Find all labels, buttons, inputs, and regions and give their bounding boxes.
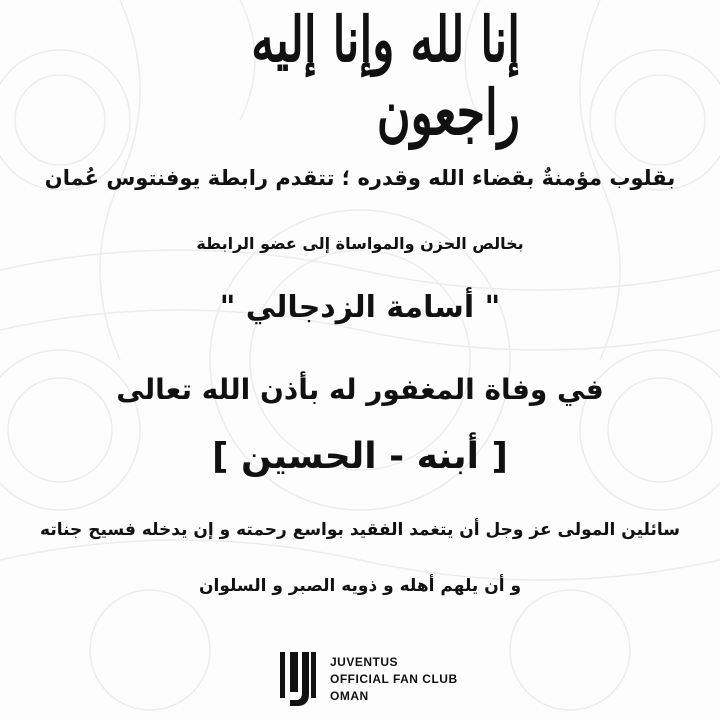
juventus-j-logo-icon bbox=[278, 650, 318, 710]
message-line-condolence: بخالص الحزن والمواساة إلى عضو الرابطة bbox=[196, 234, 524, 253]
message-line-passing: في وفاة المغفور له بأذن الله تعالى bbox=[116, 373, 604, 406]
calligraphy-header bbox=[200, 3, 520, 149]
logo-line-fan-club: OFFICIAL FAN CLUB bbox=[330, 672, 458, 686]
message-line-patience: و أن يلهم أهله و ذويه الصبر و السلوان bbox=[198, 576, 522, 596]
message-line-prayer: سائلين المولى عز وجل أن يتغمد الفقيد بواسع رحمته و إن يدخله فسيح جناته bbox=[40, 520, 680, 540]
calligraphy-text: إنا لله وإنا إليه راجعون bbox=[251, 3, 520, 149]
message-line-intro: بقلوب مؤمنةٌ بقضاء الله وقدره ؛ تتقدم رابطة يوفنتوس عُمان bbox=[44, 166, 676, 190]
logo-line-oman: OMAN bbox=[330, 689, 369, 703]
club-logo bbox=[278, 650, 458, 710]
club-logo-text bbox=[330, 654, 458, 705]
logo-line-juventus: JUVENTUS bbox=[330, 655, 399, 669]
member-name: " أسامة الزدجالي " bbox=[219, 290, 501, 325]
deceased-name: [ أبنه - الحسين ] bbox=[212, 436, 508, 477]
